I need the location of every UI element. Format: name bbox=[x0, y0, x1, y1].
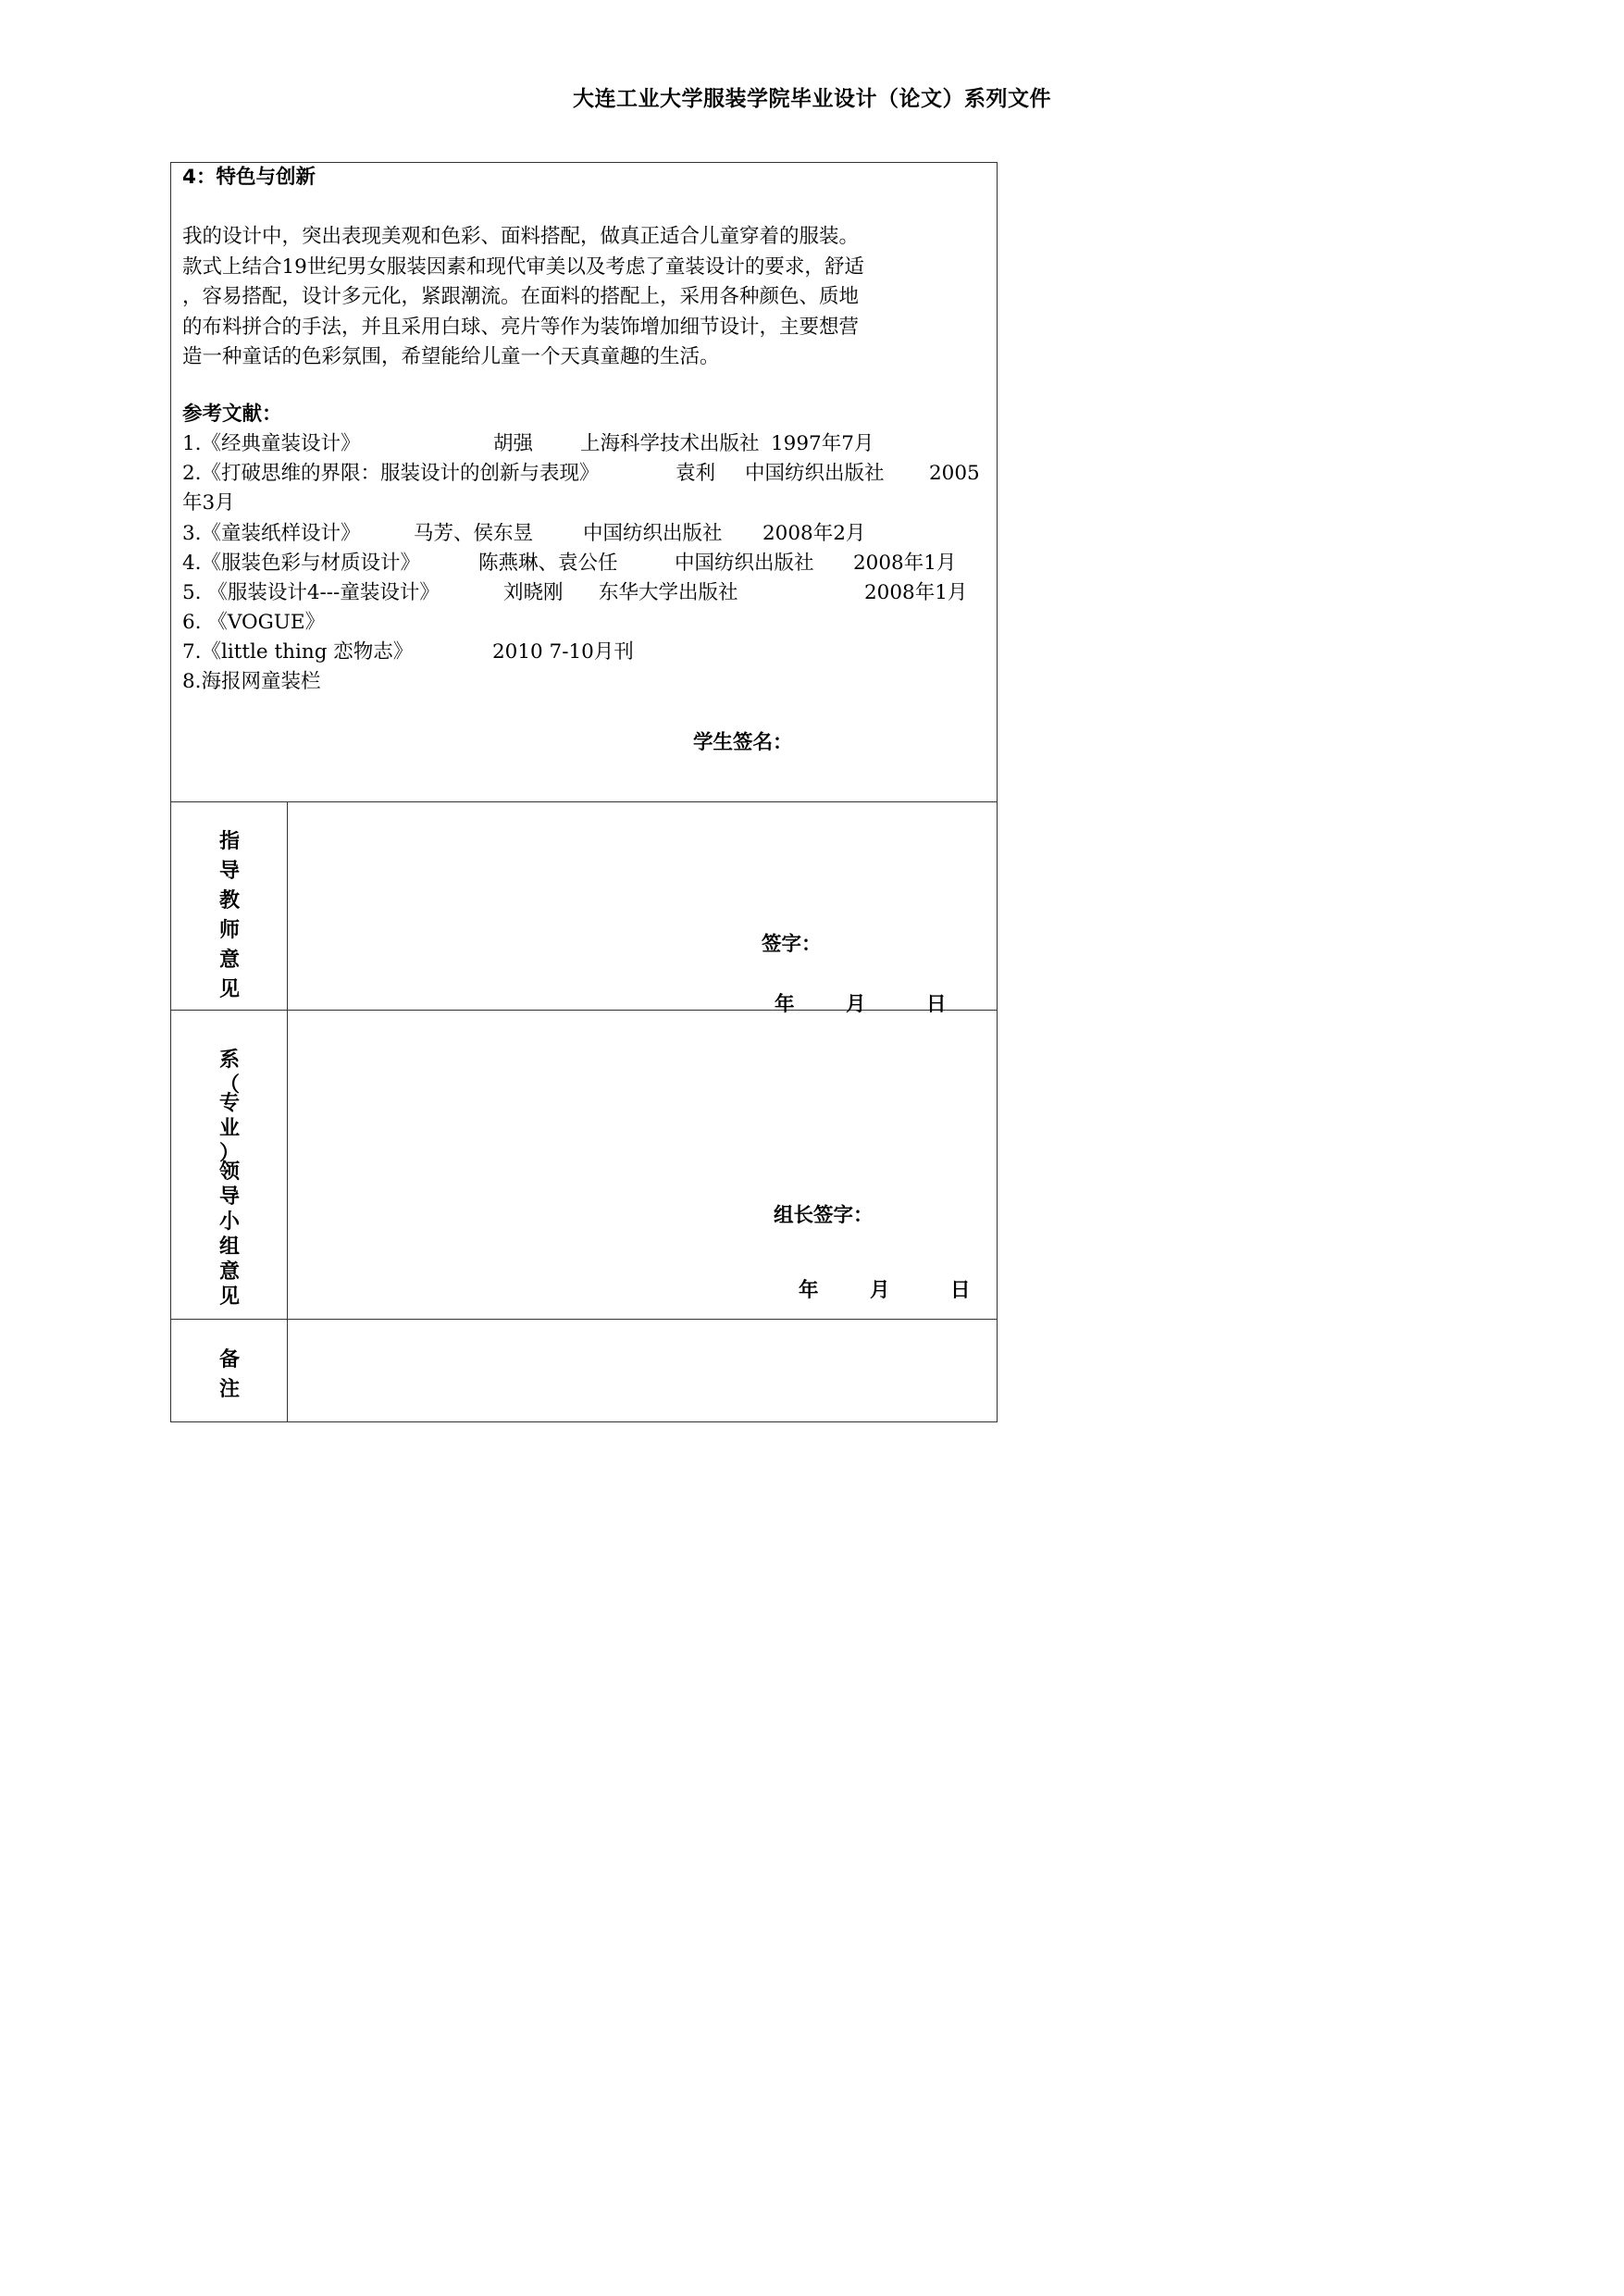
row-divider-advisor bbox=[170, 801, 998, 802]
paragraph-line: 造一种童话的色彩氛围，希望能给儿童一个天真童趣的生活。 bbox=[182, 345, 720, 368]
reference-item: 3.《童装纸样设计》 马芳、侯东昱 中国纺织出版社 2008年2月 bbox=[182, 522, 866, 545]
row-divider-remarks bbox=[170, 1319, 998, 1320]
reference-item: 1.《经典童装设计》 胡强 上海科学技术出版社 1997年7月 bbox=[182, 432, 874, 455]
reference-item: 7.《little thing 恋物志》 2010 7-10月刊 bbox=[182, 640, 634, 664]
advisor-date-month: 月 bbox=[846, 993, 866, 1016]
paragraph-line: 款式上结合19世纪男女服装因素和现代审美以及考虑了童装设计的要求，舒适 bbox=[182, 254, 864, 279]
paragraph-line: 我的设计中，突出表现美观和色彩、面料搭配，做真正适合儿童穿着的服装。 bbox=[182, 225, 860, 248]
advisor-date-year: 年 bbox=[775, 993, 795, 1016]
references-heading: 参考文献： bbox=[182, 403, 282, 426]
reference-item: 2.《打破思维的界限：服装设计的创新与表现》 袁利 中国纺织出版社 2005 bbox=[182, 462, 980, 485]
innovation-paragraph bbox=[182, 222, 978, 373]
department-date-year: 年 bbox=[799, 1279, 819, 1302]
student-signature-label: 学生签名： bbox=[693, 731, 793, 754]
department-date-month: 月 bbox=[870, 1279, 890, 1302]
page-header-title: 大连工业大学服装学院毕业设计（论文）系列文件 bbox=[573, 87, 1051, 111]
paragraph-line: ，容易搭配，设计多元化，紧跟潮流。在面料的搭配上，采用各种颜色、质地 bbox=[182, 285, 860, 308]
paragraph-line: 的布料拼合的手法，并且采用白球、亮片等作为装饰增加细节设计，主要想营 bbox=[182, 315, 860, 339]
reference-item: 5. 《服装设计4---童装设计》 刘晓刚 东华大学出版社 2008年1月 bbox=[182, 581, 968, 604]
reference-item: 4.《服装色彩与材质设计》 陈燕琳、袁公任 中国纺织出版社 2008年1月 bbox=[182, 552, 957, 575]
advisor-signature-label: 签字： bbox=[762, 933, 822, 956]
remarks-label: 备 注 bbox=[218, 1348, 240, 1401]
department-opinion-label: 系 （ 专 业 ） 领 导 小 组 意 见 bbox=[218, 1049, 240, 1309]
section-heading-innovation: 4：特色与创新 bbox=[182, 166, 316, 189]
reference-item: 8.海报网童装栏 bbox=[182, 670, 321, 693]
row-divider-department bbox=[170, 1010, 998, 1011]
advisor-opinion-label: 指 导 教 师 意 见 bbox=[218, 830, 240, 1001]
reference-item: 6. 《VOGUE》 bbox=[182, 611, 326, 634]
department-date-day: 日 bbox=[950, 1279, 971, 1302]
advisor-date-day: 日 bbox=[926, 993, 947, 1016]
reference-item-continued: 年3月 bbox=[182, 491, 235, 515]
group-leader-signature-label: 组长签字： bbox=[774, 1204, 874, 1227]
column-divider bbox=[287, 801, 288, 1422]
